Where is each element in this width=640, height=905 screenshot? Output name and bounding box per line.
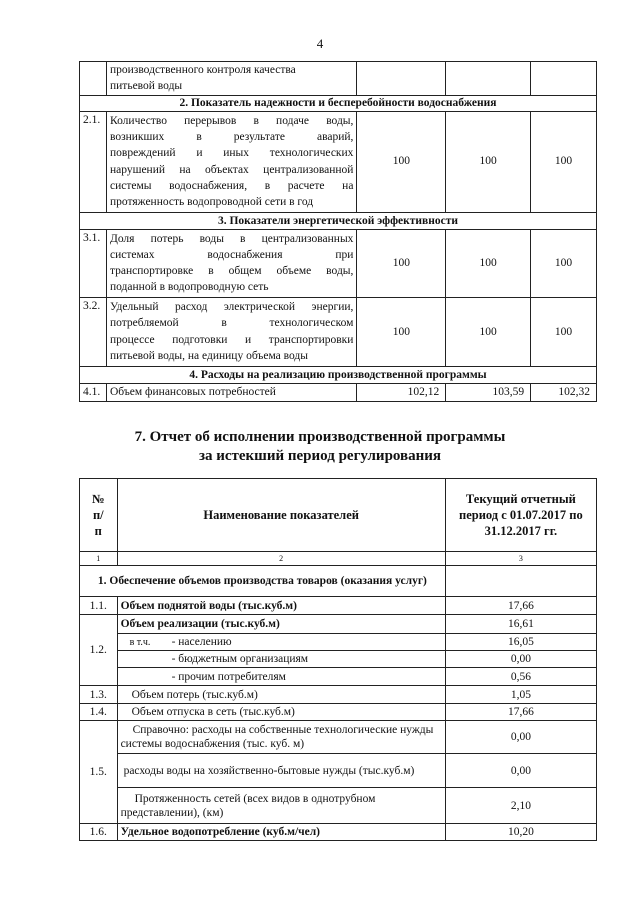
row-value: 2,10	[445, 788, 596, 824]
row-desc-line: потребляемой в технологическом	[109, 317, 354, 330]
page-number: 4	[316, 36, 324, 51]
table-row	[80, 754, 597, 788]
value-cell: 100	[357, 229, 446, 297]
table-row	[80, 597, 597, 615]
row-value: 1,05	[445, 686, 596, 704]
row-value: 0,00	[445, 721, 596, 754]
row-desc-line: Количество перерывов в подаче воды,	[109, 114, 354, 127]
row-value: 17,66	[445, 704, 596, 721]
row-desc-line: процессе подготовки и транспортировки	[109, 333, 354, 346]
row-desc: Объем финансовых потребностей	[106, 383, 356, 401]
row-name: - бюджетным организациям	[117, 651, 445, 668]
section-heading: 4. Расходы на реализацию производственной программы	[80, 366, 597, 383]
row-number: 1.4.	[80, 704, 118, 721]
indicators-table	[79, 61, 597, 402]
col-number: 3	[445, 552, 596, 566]
col-number: 2	[117, 552, 445, 566]
row-number: 3.2.	[80, 297, 107, 366]
value-cell: 100	[531, 297, 597, 366]
row-name: Справочно: расходы на собственные технологические нужды системы водоснабжения (тыс. куб. м)	[117, 721, 445, 754]
table-row	[80, 668, 597, 686]
header-row	[80, 479, 597, 552]
row-desc-line: питьевой воды, на единицу объема воды	[109, 350, 308, 363]
table-row	[80, 111, 597, 212]
row-number: 2.1.	[80, 111, 107, 212]
section-title: 7. Отчет об исполнении производственной программы за истекший период регулирования	[134, 429, 506, 464]
value-cell: 103,59	[446, 383, 531, 401]
row-value: 0,00	[445, 651, 596, 668]
table-row	[80, 686, 597, 704]
row-value: 17,66	[445, 597, 596, 615]
row-prefix: в т.ч.	[129, 636, 151, 648]
row-value: 0,56	[445, 668, 596, 686]
value-cell: 100	[357, 297, 446, 366]
row-name: - прочим потребителям	[117, 668, 445, 686]
value-cell: 100	[446, 229, 531, 297]
table-row	[80, 615, 597, 634]
row-name: Удельное водопотребление (куб.м/чел)	[117, 824, 445, 841]
col-header-num: № п/п	[80, 479, 118, 552]
row-number: 1.1.	[80, 597, 118, 615]
row-value: 16,05	[445, 634, 596, 651]
value-cell: 102,32	[531, 383, 597, 401]
row-desc-line: транспортировке в общем объеме воды,	[109, 265, 354, 278]
table-row	[80, 229, 597, 297]
row-number: 4.1.	[80, 383, 107, 401]
row-desc-line: Удельный расход электрической энергии,	[109, 301, 354, 314]
value-cell: 100	[446, 297, 531, 366]
value-cell: 102,12	[357, 383, 446, 401]
row-desc-line: питьевой воды	[109, 80, 183, 93]
row-desc-line: поданной в водопроводную сеть	[109, 281, 269, 294]
row-name: Объем реализации (тыс.куб.м)	[117, 615, 445, 634]
value-cell: 100	[446, 111, 531, 212]
row-desc-line: системах водоснабжения при	[109, 248, 354, 261]
table-row	[80, 704, 597, 721]
value-cell: 100	[531, 229, 597, 297]
col-header-period: Текущий отчетный период с 01.07.2017 по 31.12.2017 гг.	[445, 479, 596, 552]
col-header-name: Наименование показателей	[117, 479, 445, 552]
value-cell: 100	[531, 111, 597, 212]
row-desc-line: возникших в результате аварий,	[109, 131, 354, 143]
row-desc-line: производственного контроля качества	[109, 64, 296, 76]
row-number: 3.1.	[80, 229, 107, 297]
row-value: 0,00	[445, 754, 596, 788]
value-cell: 100	[357, 111, 446, 212]
row-name: расходы воды на хозяйственно-бытовые нужды (тыс.куб.м)	[117, 754, 445, 788]
row-number: 1.5.	[80, 721, 118, 824]
table-row	[80, 721, 597, 754]
table-row	[80, 634, 597, 651]
row-name: Объем поднятой воды (тыс.куб.м)	[117, 597, 445, 615]
row-desc-line: повреждений и иных технологических	[109, 147, 354, 160]
table-row	[80, 824, 597, 841]
table-row	[80, 297, 597, 366]
table-row	[80, 651, 597, 668]
row-number: 1.2.	[80, 615, 118, 686]
section-heading: 3. Показатели энергетической эффективности	[80, 212, 597, 229]
report-table	[79, 478, 597, 841]
row-name: Объем потерь (тыс.куб.м)	[117, 686, 445, 704]
row-number: 1.6.	[80, 824, 118, 841]
col-number: 1	[80, 552, 118, 566]
row-desc-line: нарушений на объектах централизованной	[109, 163, 354, 176]
row-desc-line: системы водоснабжения, в расчете на	[109, 179, 354, 192]
row-value: 16,61	[445, 615, 596, 634]
row-name: - населению	[171, 635, 232, 648]
table-row	[80, 383, 597, 401]
table-row	[80, 62, 597, 96]
section-heading: 2. Показатель надежности и бесперебойности водоснабжения	[80, 95, 597, 111]
row-name: Протяженность сетей (всех видов в однотрубном представлении), (км)	[117, 788, 445, 824]
row-number: 1.3.	[80, 686, 118, 704]
table-row	[80, 788, 597, 824]
row-name: Объем отпуска в сеть (тыс.куб.м)	[117, 704, 445, 721]
row-value: 10,20	[445, 824, 596, 841]
section-heading: 1. Обеспечение объемов производства товаров (оказания услуг)	[80, 566, 446, 597]
row-desc-line: Доля потерь воды в централизованных	[109, 232, 354, 245]
row-desc-line: протяженность водопроводной сети в год	[109, 196, 314, 209]
